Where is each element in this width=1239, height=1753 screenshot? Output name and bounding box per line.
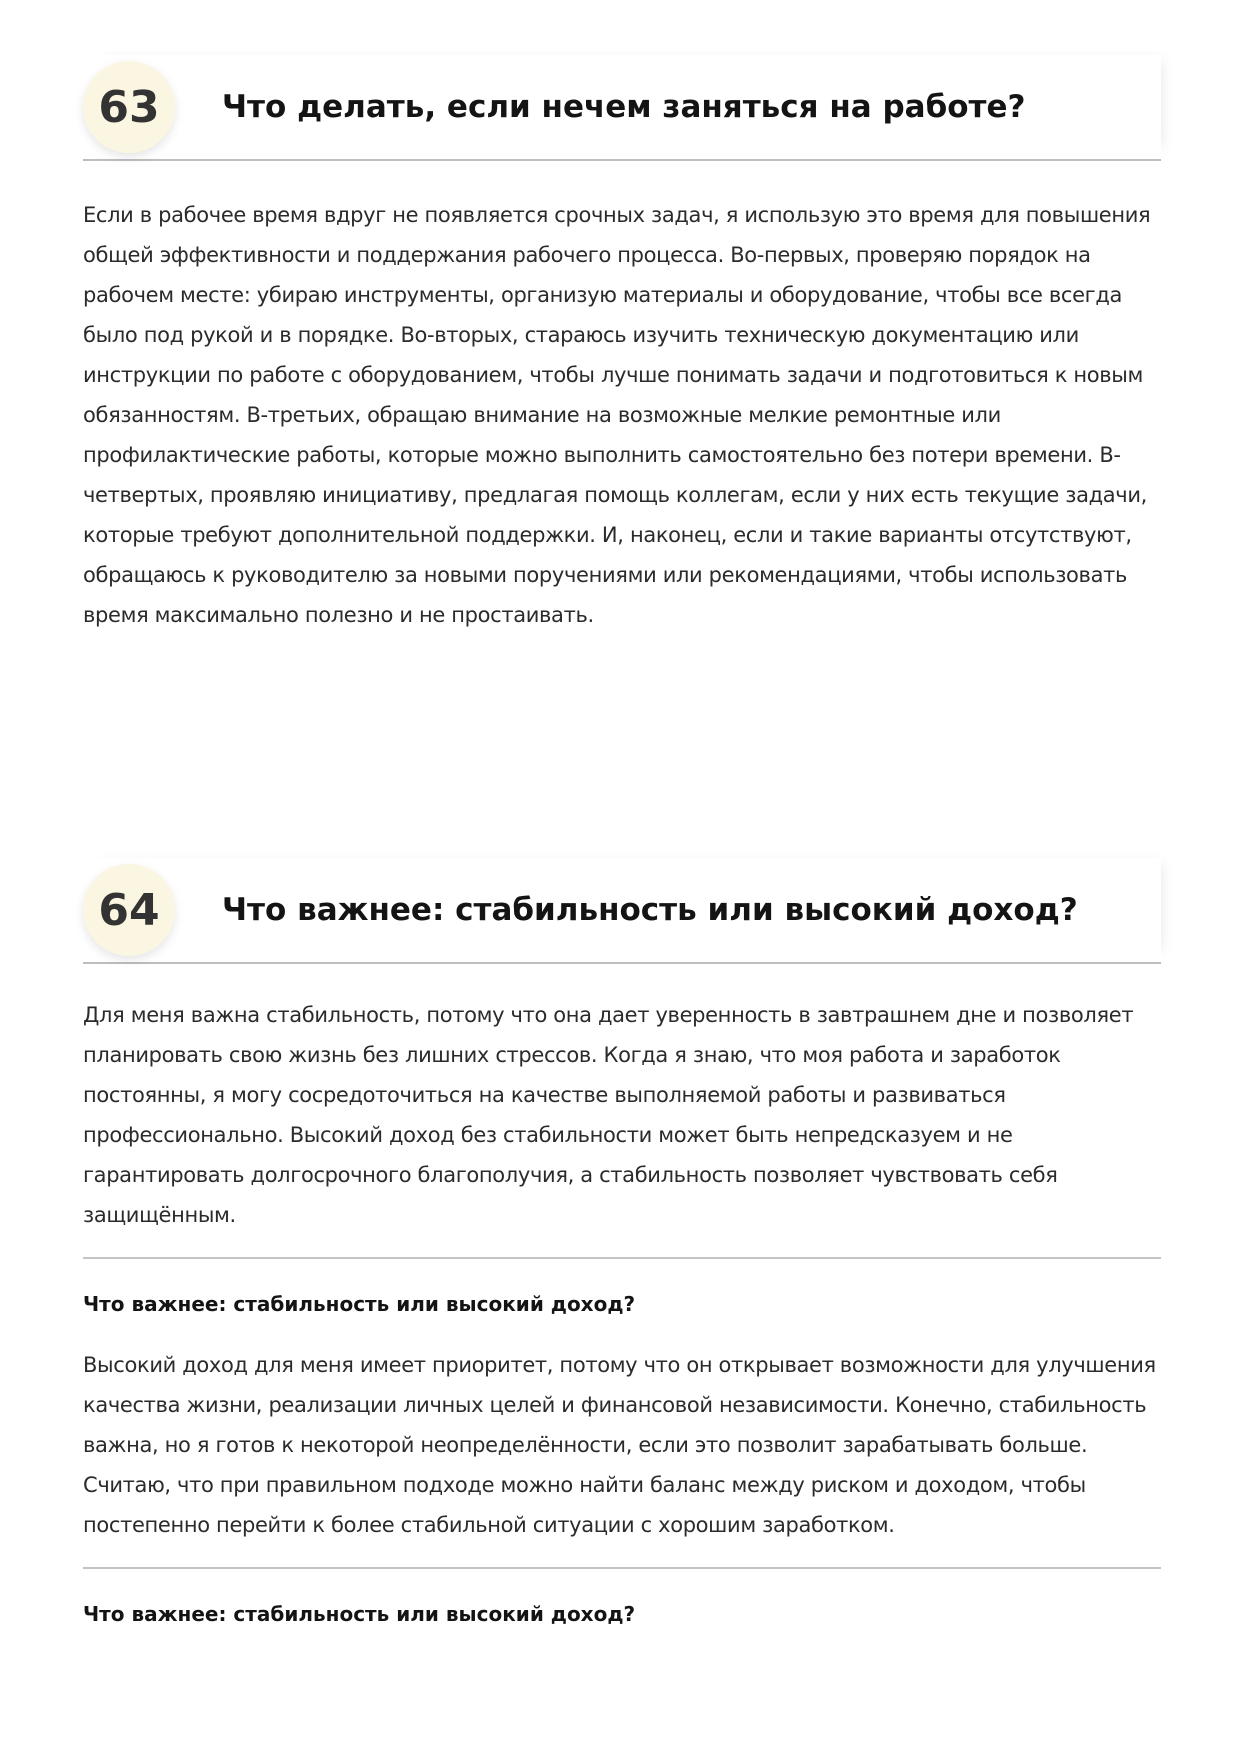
answer-text: Для меня важна стабильность, потому что она дает уверенность в завтрашнем дне и позволяет планировать свою жизнь без лишних стрессов. Когда я знаю, что моя работа и заработок постоянны, я могу сосредоточиться на качестве выполняемой работы и развиваться профессионально. Высокий доход без стабильности может быть непредсказуем и не гарантировать долгосрочного благополучия, а стабильность позволяет чувствовать себя защищённым. <box>83 1003 1134 1227</box>
question-number-badge: 63 <box>83 61 175 153</box>
question-header <box>83 858 1161 964</box>
alternative-answer-heading: Что важнее: стабильность или высокий доход? <box>83 1292 636 1316</box>
question-block-63 <box>83 55 1161 635</box>
question-title: Что важнее: стабильность или высокий доход? <box>222 892 1078 928</box>
answer-text: Если в рабочее время вдруг не появляется срочных задач, я использую это время для повышения общей эффективности и поддержания рабочего процесса. Во-первых, проверяю порядок на рабочем месте: убираю инструменты, организую материалы и оборудование, чтобы все всегда было под рукой и в порядке. Во-вторых, стараюсь изучить техническую документацию или инструкции по работе с оборудованием, чтобы лучше понимать задачи и подготовиться к новым обязанностям. В-третьих, обращаю внимание на возможные мелкие ремонтные или профилактические работы, которые можно выполнить самостоятельно без потери времени. В-четвертых, проявляю инициативу, предлагая помощь коллегам, если у них есть текущие задачи, которые требуют дополнительной поддержки. И, наконец, если и такие варианты отсутствуют, обращаюсь к руководителю за новыми поручениями или рекомендациями, чтобы использовать время максимально полезно и не простаивать. <box>83 203 1151 627</box>
answer-divider <box>83 1257 1161 1259</box>
alternative-answer-heading: Что важнее: стабильность или высокий доход? <box>83 1602 636 1626</box>
alternative-answer-text: Высокий доход для меня имеет приоритет, потому что он открывает возможности для улучшения качества жизни, реализации личных целей и финансовой независимости. Конечно, стабильность важна, но я готов к некоторой неопределённости, если это позволит зарабатывать больше. Считаю, что при правильном подходе можно найти баланс между риском и доходом, чтобы постепенно перейти к более стабильной ситуации с хорошим заработком. <box>83 1353 1156 1537</box>
question-number-badge: 64 <box>83 864 175 956</box>
question-title: Что делать, если нечем заняться на работе? <box>222 89 1026 125</box>
question-header <box>83 55 1161 161</box>
answer-divider <box>83 1567 1161 1569</box>
question-block-64 <box>83 858 1161 1629</box>
